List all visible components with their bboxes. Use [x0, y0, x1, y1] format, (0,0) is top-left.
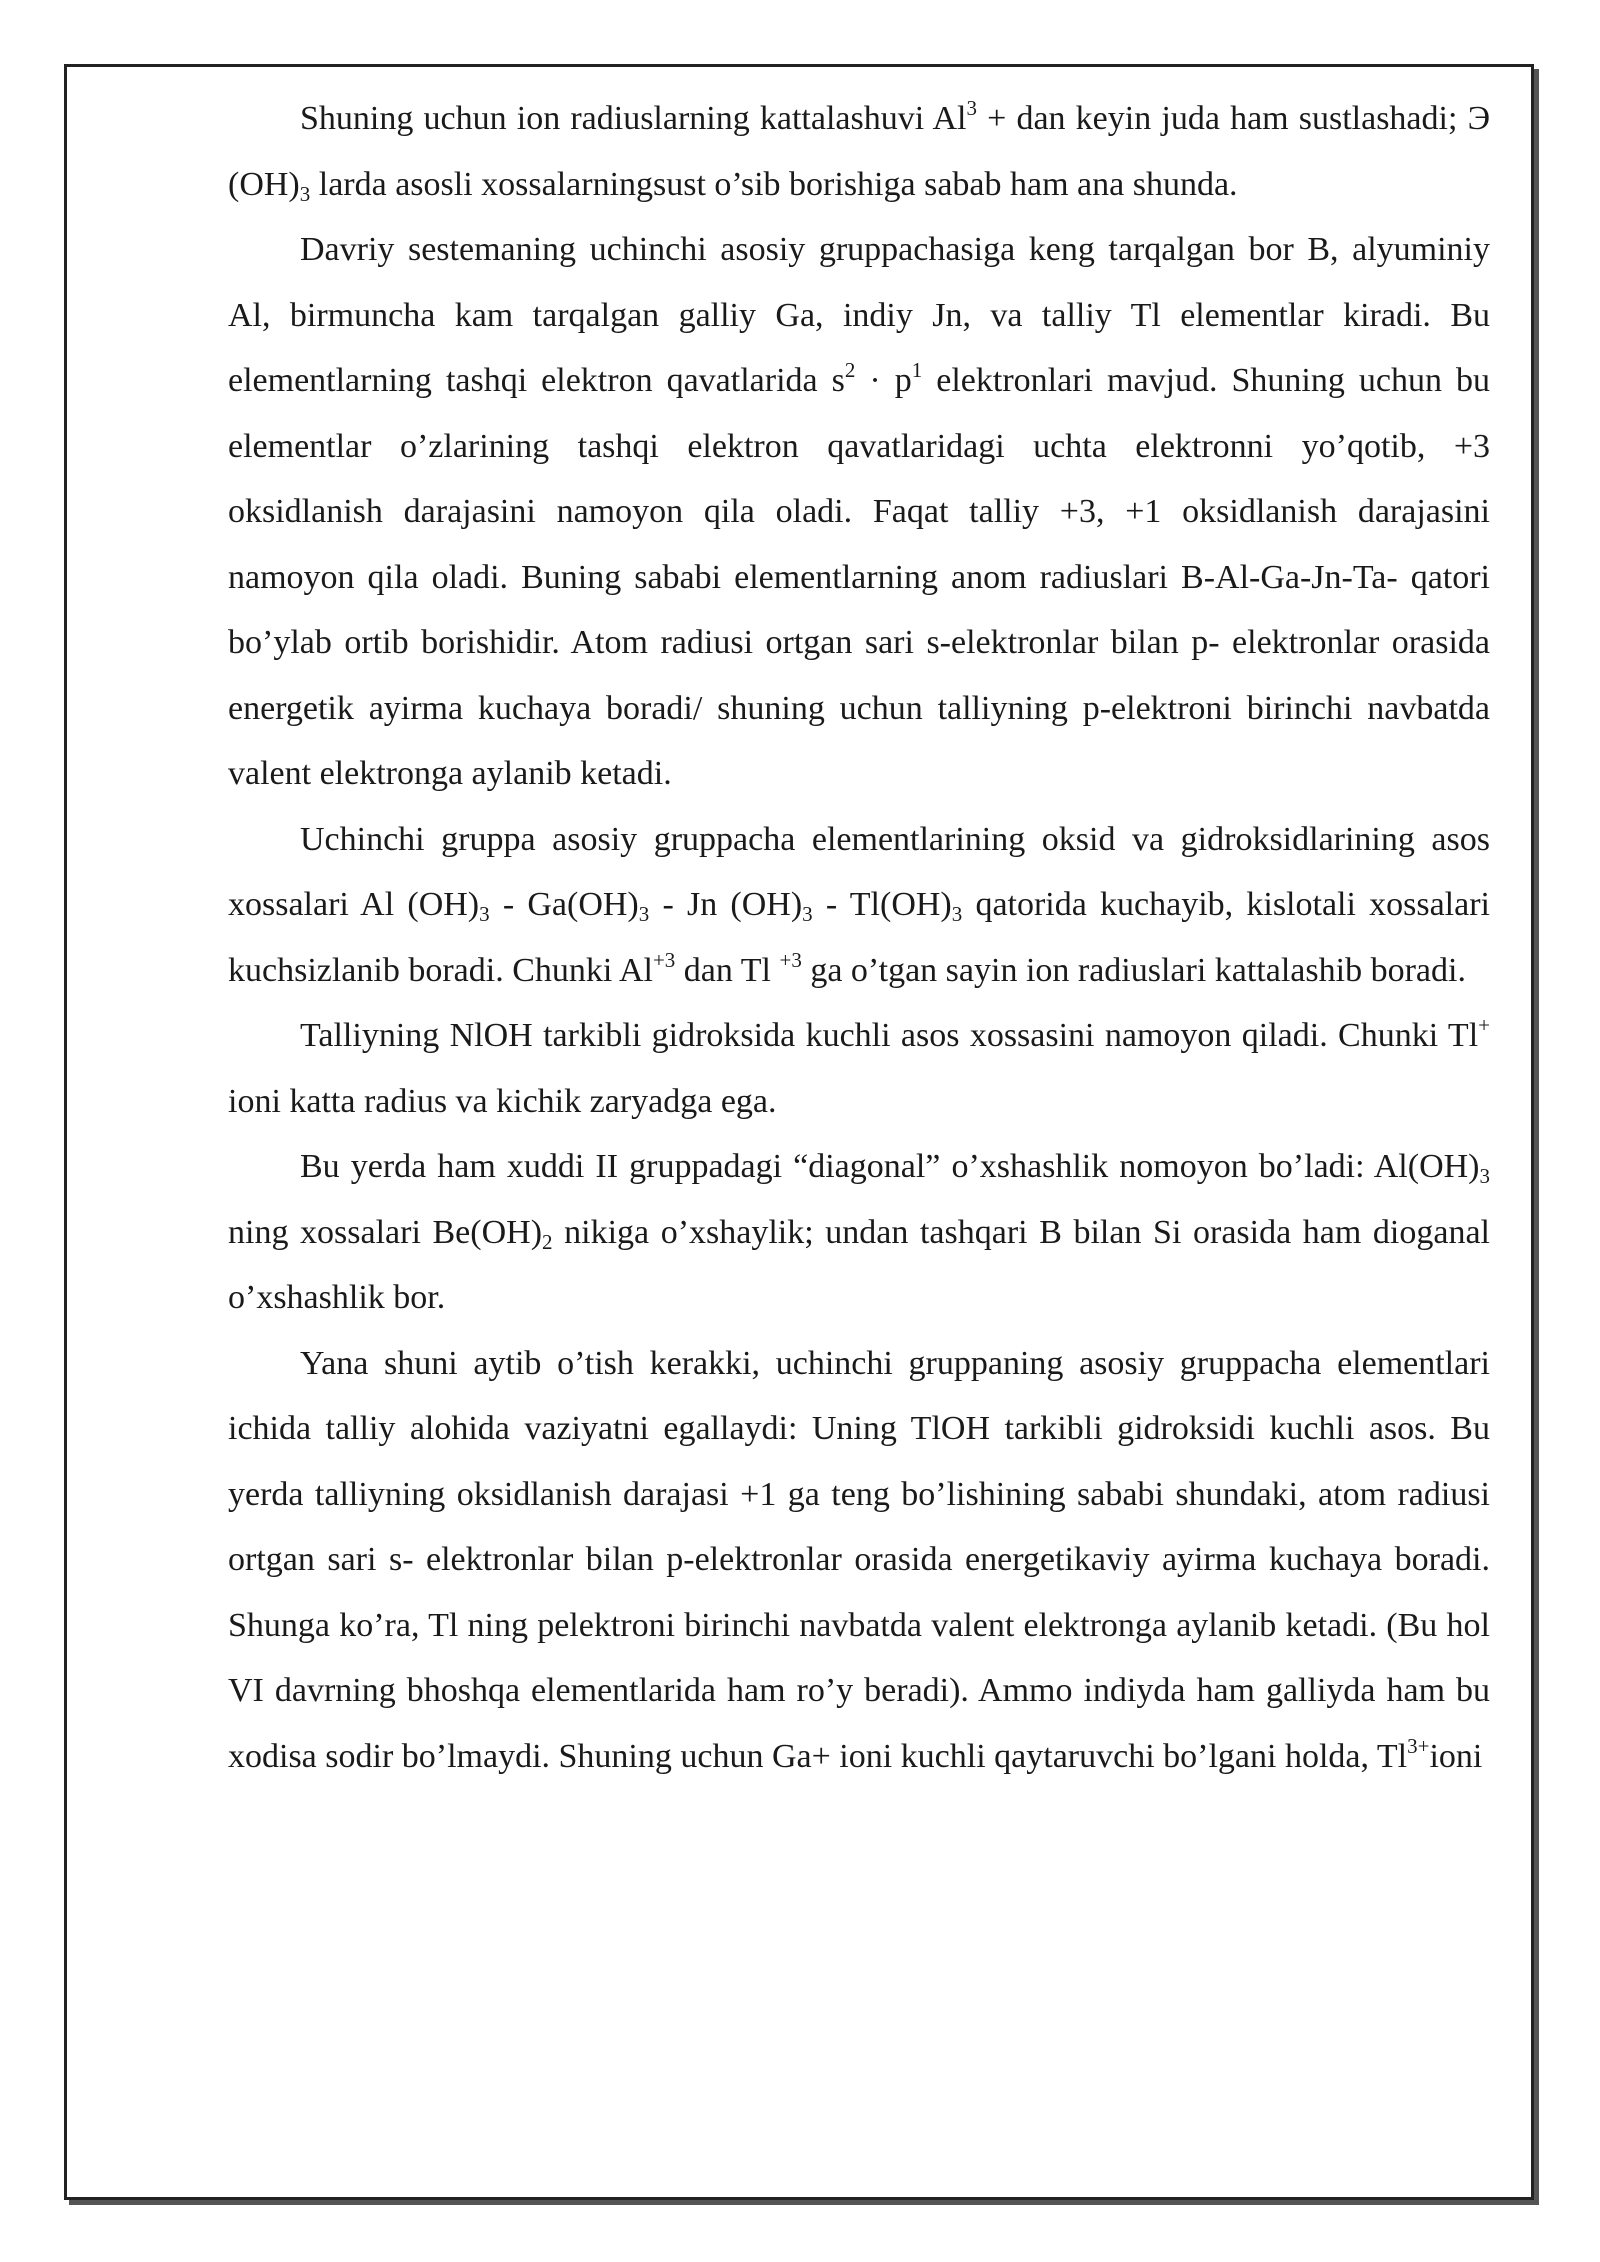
subscript: 3	[638, 902, 650, 926]
subscript: 2	[542, 1229, 553, 1254]
superscript: 3	[966, 96, 977, 120]
text-run: Uchinchi gruppa asosiy gruppacha elementlarining oksid va gidroksidlarining asos xossalari Al (OH)	[228, 820, 1490, 923]
text-run: Bu yerda ham xuddi II gruppadagi “diagonal” o’xshashlik nomoyon bo’ladi: Al(OH)	[300, 1148, 1480, 1185]
text-run: Davriy sestemaning uchinchi asosiy gruppachasiga keng tarqalgan bor B, alyuminiy Al, birmuncha kam tarqalgan galliy Ga, indiy Jn, va talliy Tl elementlar kiradi. Bu elementlarning tashqi elektron qavatlarida s	[228, 231, 1490, 399]
subscript: 3	[802, 902, 813, 926]
text-run: Talliyning NlOH tarkibli gidroksida kuchli asos xossasini namoyon qiladi. Chunki Tl	[300, 1017, 1479, 1054]
superscript: +3	[779, 947, 802, 972]
superscript: 1	[911, 358, 923, 382]
subscript: 3	[299, 181, 311, 206]
superscript: 3+	[1407, 1733, 1430, 1758]
text-run: ga o’tgan sayin ion radiuslari kattalashib boradi.	[801, 951, 1466, 989]
text-run: nikiga o’xshaylik; undan tashqari B bilan Si orasida ham dioganal o’xshashlik bor.	[228, 1213, 1491, 1316]
paragraph-4	[228, 1003, 1490, 1134]
text-run: ning xossalari Be(OH)	[228, 1213, 543, 1251]
paragraph-2	[228, 217, 1490, 807]
paragraph-6	[228, 1331, 1490, 1790]
superscript: +	[1478, 1013, 1490, 1037]
text-run: ioni katta radius va kichik zaryadga ega.	[228, 1082, 777, 1120]
subscript: 3	[479, 902, 490, 926]
text-run: larda asosli xossalarningsust o’sib borishiga sabab ham ana shunda.	[310, 165, 1238, 203]
text-run: - Tl(OH)	[812, 886, 952, 923]
text-run: Yana shuni aytib o’tish kerakki, uchinchi gruppaning asosiy gruppacha elementlari ichida talliy alohida vaziyatni egallaydi: Uning TlOH tarkibli gidroksidi kuchli asos. Bu yerda talliyning oksidlanish darajasi +1 ga teng bo’lishining sababi shundaki, atom radiusi ortgan sari s- elektronlar bilan p-elektronlar orasida energetikaviy ayirma kuchaya boradi. Shunga ko’ra, Tl ning pelektroni birinchi navbatda valent elektronga aylanib ketadi. (Bu hol VI davrning bhoshqa elementlarida ham ro’y beradi). Ammo indiyda ham galliyda ham bu xodisa sodir bo’lmaydi. Shuning uchun Ga+ ioni kuchli qaytaruvchi bo’lgani holda, Tl	[228, 1344, 1490, 1775]
paragraph-3	[228, 807, 1490, 1004]
text-run: · p	[855, 362, 912, 399]
paragraph-1	[228, 86, 1490, 217]
subscript: 3	[951, 902, 963, 926]
text-run: - Jn (OH)	[649, 886, 803, 923]
subscript: 3	[1479, 1164, 1490, 1188]
superscript: 2	[844, 358, 856, 382]
text-run: elektronlari mavjud. Shuning uchun bu elementlar o’zlarining tashqi elektron qavatlaridagi uchta elektronni yo’qotib, +3 oksidlanish darajasini namoyon qila oladi. Faqat talliy +3, +1 oksidlanish darajasini namoyon qila oladi. Buning sababi elementlarning anom radiuslari B-Al-Ga-Jn-Ta- qatori bo’ylab ortib borishidir. Atom radiusi ortgan sari s-elektronlar bilan p- elektronlar orasida energetik ayirma kuchaya boradi/ shuning uchun talliyning p-elektroni birinchi navbatda valent elektronga aylanib ketadi.	[228, 362, 1490, 792]
superscript: +3	[652, 947, 676, 972]
text-run: Shuning uchun ion radiuslarning kattalashuvi Al	[300, 100, 967, 137]
text-run: qatorida kuchayib, kislotali xossalari kuchsizlanib boradi. Chunki Al	[228, 886, 1490, 989]
text-run: - Ga(OH)	[489, 886, 639, 923]
text-run: + dan keyin juda ham sustlashadi; Э (OH)	[228, 100, 1491, 203]
paragraph-5	[228, 1134, 1490, 1331]
document-body	[228, 86, 1490, 1789]
text-run: ioni	[1429, 1737, 1483, 1775]
text-run: dan Tl	[675, 951, 780, 989]
